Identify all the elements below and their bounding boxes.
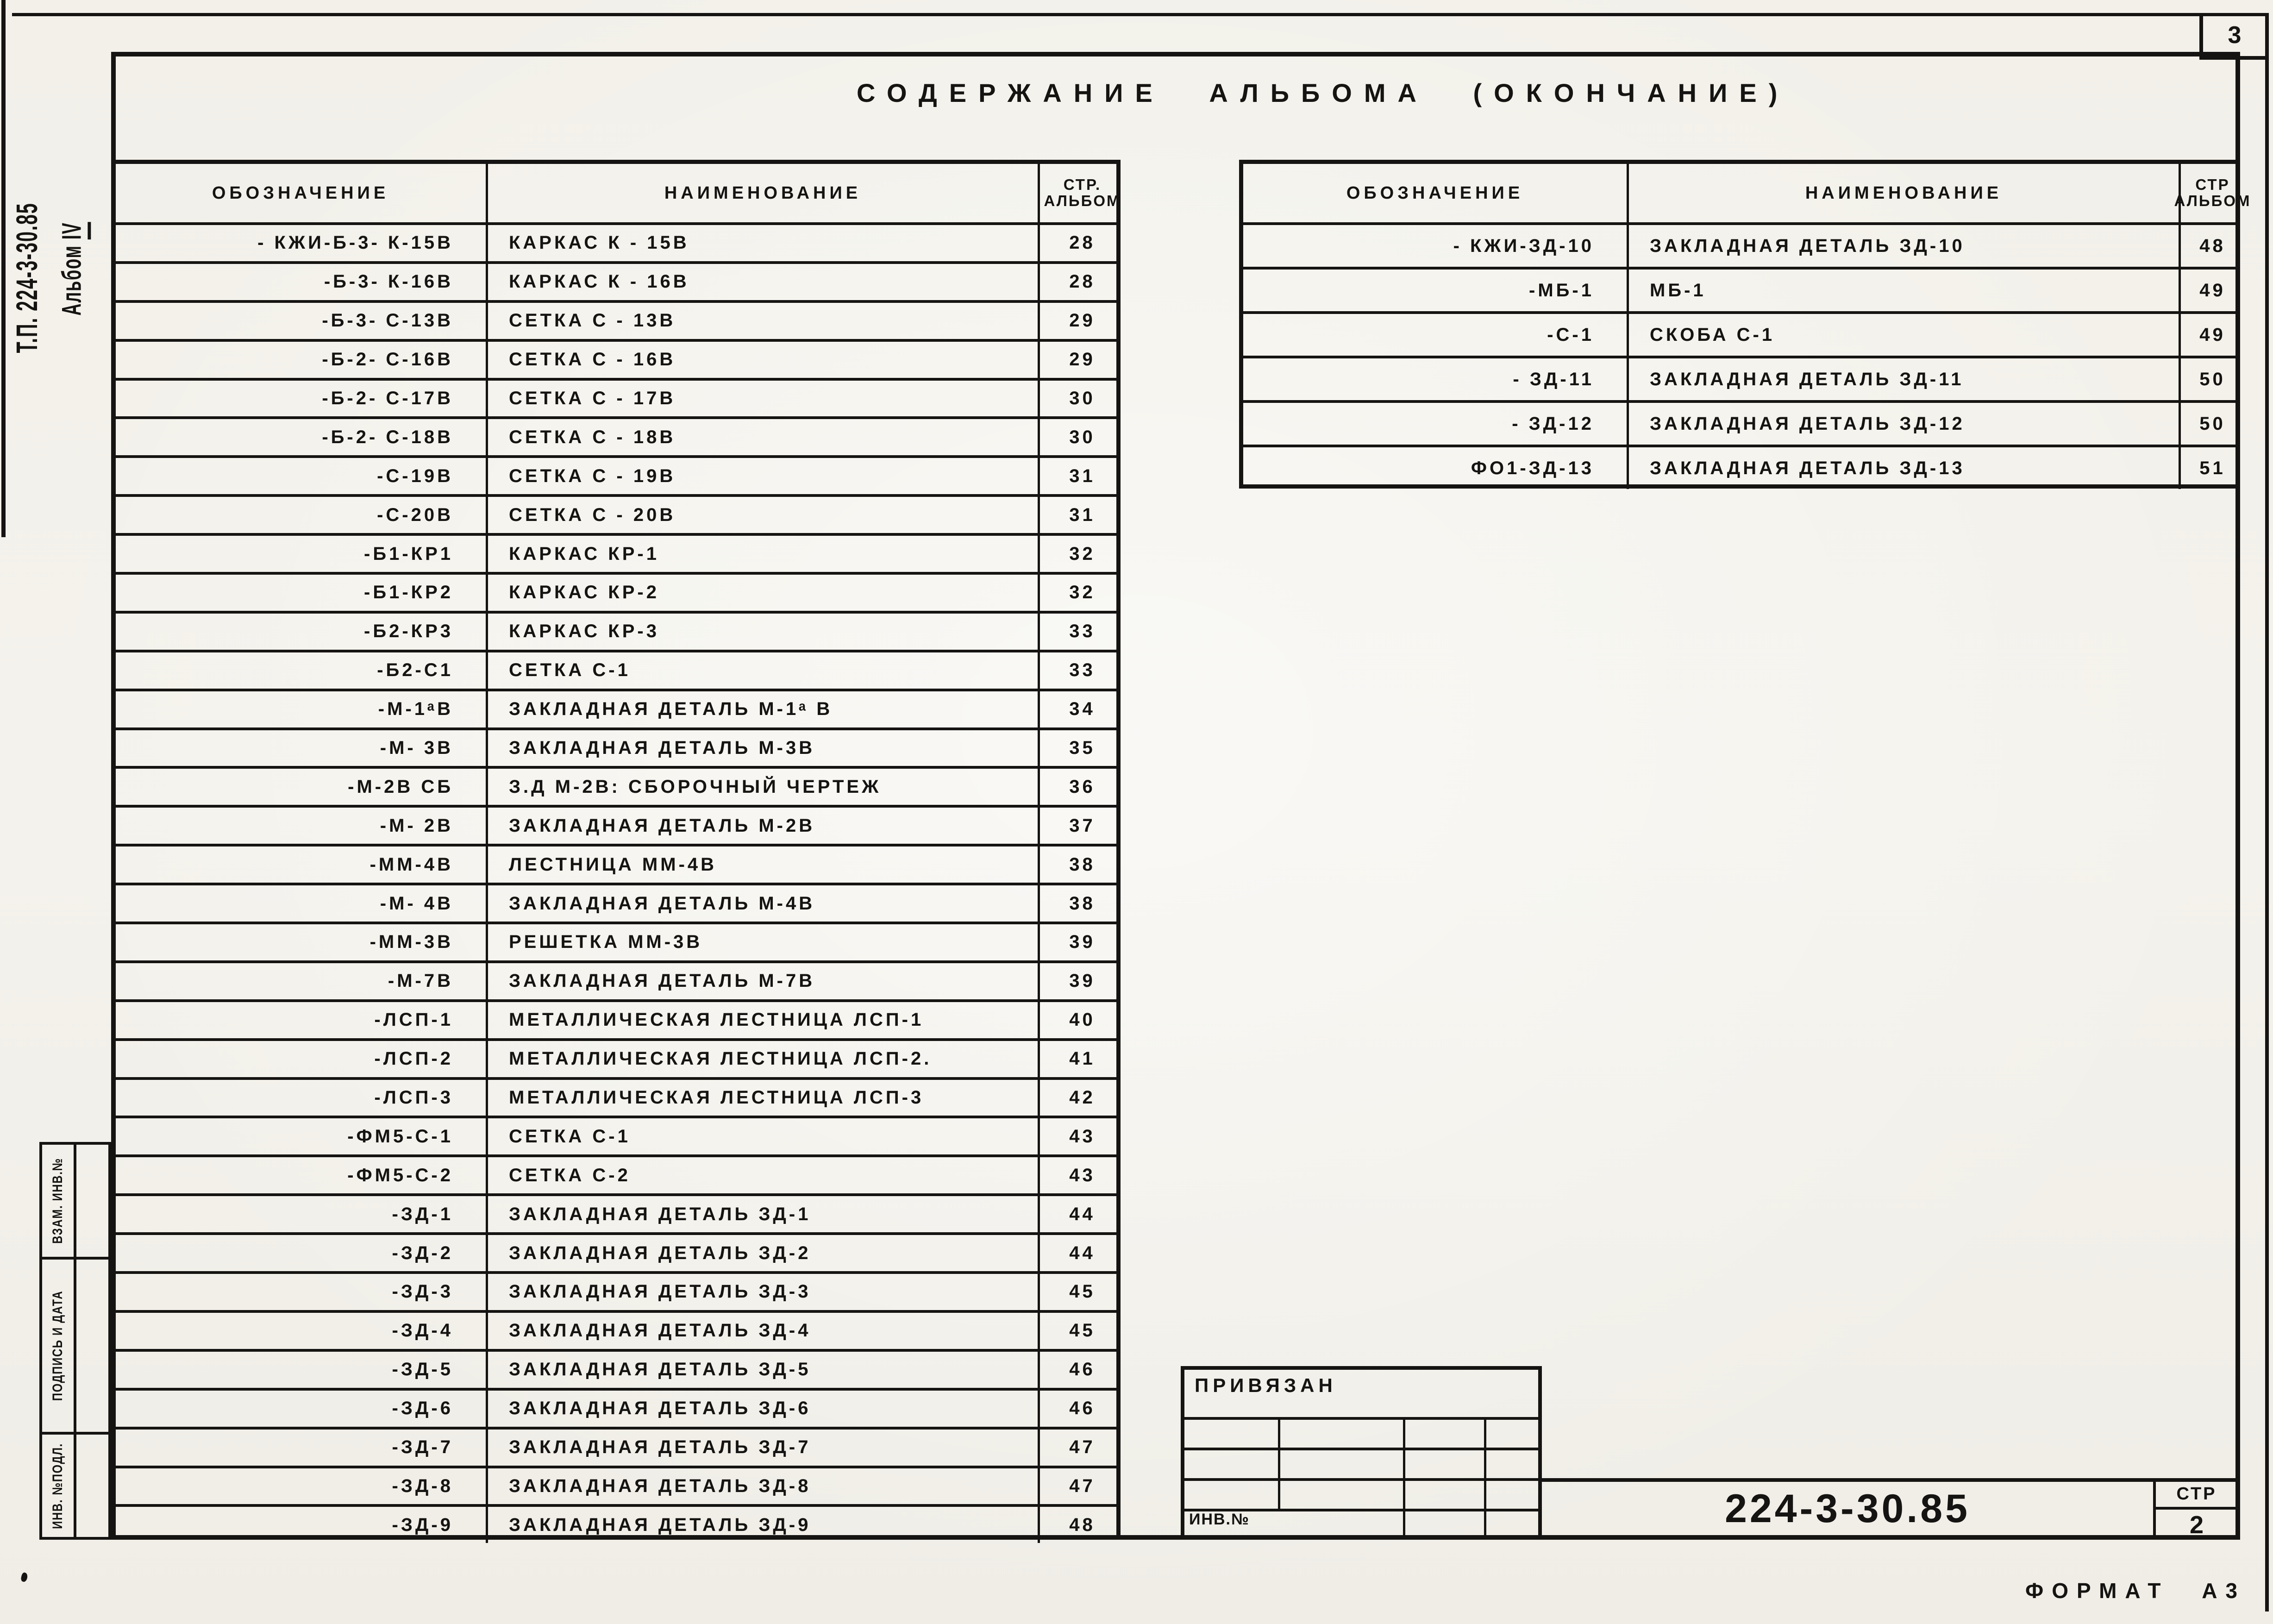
designation-cell: -ЗД-1 [392,1204,453,1224]
table-row [1243,400,2236,445]
page-cell: 36 [1038,769,1125,805]
name-cell: СЕТКА С - 13В [486,303,1038,339]
page-cell: 30 [1038,381,1125,417]
page-cell: 48 [1038,1507,1125,1543]
table-row [115,1116,1116,1154]
table-row [115,416,1116,455]
name-cell: ЗАКЛАДНАЯ ДЕТАЛЬ ЗД-12 [1627,403,2179,445]
designation-cell: -Б-2- С-17В [322,388,453,408]
name-cell: ЗАКЛАДНАЯ ДЕТАЛЬ ЗД-10 [1627,225,2179,267]
name-cell: МБ-1 [1627,270,2179,311]
side-album-label: Альбом IV [46,190,97,347]
designation-cell: -Б2-КР3 [364,621,453,642]
page-cell: 44 [1038,1196,1125,1232]
designation-cell: -Б-2- С-18В [322,426,453,447]
table-row [115,1427,1116,1466]
stamp-cell-podpis-data [39,1257,111,1435]
table-row [115,300,1116,339]
stamp-cell-vzam-inv [39,1142,111,1260]
name-cell: ЗАКЛАДНАЯ ДЕТАЛЬ М-7В [486,963,1038,999]
designation-cell: - КЖИ-ЗД-10 [1453,235,1594,256]
name-cell: ЗАКЛАДНАЯ ДЕТАЛЬ ЗД-1 [486,1196,1038,1232]
designation-cell: -М- 4В [380,893,453,914]
table-row [115,378,1116,417]
privyazan-label: ПРИВЯЗАН [1195,1374,1337,1396]
page-cell: 42 [1038,1080,1125,1116]
page-cell: 28 [1038,264,1125,300]
page-cell: 40 [1038,1002,1125,1038]
table-row [115,261,1116,300]
table-row [115,1232,1116,1271]
stamp-label: ПОДПИСЬ И ДАТА [42,1260,76,1432]
page-cell: 30 [1038,419,1125,455]
contents-table-right [1239,160,2251,489]
page-cell: 29 [1038,342,1125,378]
name-cell: СЕТКА С-1 [486,1118,1038,1154]
table-row [115,1504,1116,1543]
page-cell: 51 [2179,447,2244,489]
page-cell: 38 [1038,885,1125,922]
header-name: НАИМЕНОВАНИЕ [1627,164,2179,222]
name-cell: КАРКАС К - 16В [486,264,1038,300]
outer-right-rule [2265,13,2269,1611]
name-cell: СКОБА С-1 [1627,314,2179,356]
page-cell: 31 [1038,497,1125,533]
table-row [115,1077,1116,1116]
page-cell: 29 [1038,303,1125,339]
name-cell: ЗАКЛАДНАЯ ДЕТАЛЬ ЗД-8 [486,1468,1038,1505]
designation-cell: -ЗД-8 [392,1475,453,1496]
designation-cell: -М- 2В [380,815,453,836]
designation-cell: -Б1-КР2 [364,582,453,603]
name-cell: СЕТКА С - 19В [486,458,1038,494]
top-rule [12,13,2266,16]
header-name: НАИМЕНОВАНИЕ [486,164,1038,222]
table-row [115,533,1116,572]
page-cell: 32 [1038,575,1125,611]
table-row [115,611,1116,650]
inv-no-label: ИНВ.№ [1189,1511,1250,1528]
name-cell: ЗАКЛАДНАЯ ДЕТАЛЬ М-2В [486,808,1038,844]
designation-cell: -М-2В СБ [348,776,453,797]
table-row [115,960,1116,999]
designation-cell: -ЗД-6 [392,1398,453,1419]
name-cell: КАРКАС К - 15В [486,225,1038,261]
table-header [115,164,1121,222]
designation-cell: -МБ-1 [1529,280,1594,301]
table-row [1243,267,2236,311]
page-cell: 49 [2179,270,2244,311]
page-number: 3 [2228,22,2242,49]
table-row [115,1466,1116,1505]
table-row [115,1310,1116,1349]
table-row [115,727,1116,766]
contents-table-left [111,160,1121,1540]
table-row [115,339,1116,378]
designation-cell: -ЗД-4 [392,1320,453,1341]
left-table-body [115,222,1116,1543]
page-cell: 45 [1038,1274,1125,1310]
name-cell: ЗАКЛАДНАЯ ДЕТАЛЬ ЗД-6 [486,1391,1038,1427]
designation-cell: -Б2-С1 [377,660,453,681]
table-row [1243,445,2236,489]
page-cell: 39 [1038,963,1125,999]
table-row [115,689,1116,727]
name-cell: СЕТКА С-1 [486,652,1038,689]
right-table-body [1243,222,2236,489]
designation-cell: -Б-3- С-13В [322,310,453,331]
name-cell: ЗАКЛАДНАЯ ДЕТАЛЬ ЗД-5 [486,1352,1038,1388]
table-row [115,222,1116,261]
table-row [115,999,1116,1038]
designation-cell: -М-1ᵃВ [378,699,453,720]
page-cell: 28 [1038,225,1125,261]
designation-cell: -Б1-КР1 [364,543,453,564]
table-row [115,1349,1116,1388]
name-cell: ЗАКЛАДНАЯ ДЕТАЛЬ ЗД-9 [486,1507,1038,1543]
page-cell: 46 [1038,1352,1125,1388]
stamp-line [1278,1417,1280,1509]
designation-cell: - КЖИ-Б-3- К-15В [257,232,453,253]
table-row [115,1038,1116,1077]
page-cell: 45 [1038,1313,1125,1349]
format-label: ФОРМАТ А3 [2025,1579,2246,1603]
name-cell: СЕТКА С - 18В [486,419,1038,455]
name-cell: РЕШЕТКА ММ-3В [486,924,1038,960]
page-cell: 37 [1038,808,1125,844]
scan-speck [20,1572,29,1583]
name-cell: КАРКАС КР-2 [486,575,1038,611]
page-cell: 46 [1038,1391,1125,1427]
page-cell: 47 [1038,1468,1125,1505]
designation-cell: -Б-3- К-16В [324,271,453,292]
name-cell: ЗАКЛАДНАЯ ДЕТАЛЬ М-4В [486,885,1038,922]
header-designation: ОБОЗНАЧЕНИЕ [212,183,389,203]
designation-cell: ФО1-ЗД-13 [1471,458,1594,478]
name-cell: МЕТАЛЛИЧЕСКАЯ ЛЕСТНИЦА ЛСП-2. [486,1041,1038,1077]
table-row [115,455,1116,494]
table-header [1243,164,2251,222]
designation-cell: -Б-2- С-16В [322,349,453,370]
header-designation: ОБОЗНАЧЕНИЕ [1346,183,1524,203]
designation-cell: -С-19В [377,465,453,486]
table-row [115,805,1116,844]
page-cell: 48 [2179,225,2244,267]
designation-cell: -ФМ5-С-2 [347,1165,453,1185]
table-row [115,766,1116,805]
stamp-label: ИНВ. №ПОДЛ. [42,1435,76,1537]
table-row [115,1193,1116,1232]
header-page: СТР АЛЬБОМ [2179,164,2244,222]
page-column-label: СТР [2176,1484,2217,1504]
table-row [1243,222,2236,267]
page-cell: 49 [2179,314,2244,356]
page-cell: 47 [1038,1430,1125,1466]
name-cell: ЗАКЛАДНАЯ ДЕТАЛЬ ЗД-2 [486,1235,1038,1271]
header-page: СТР. АЛЬБОМ [1038,164,1125,222]
table-row [115,1154,1116,1193]
name-cell: СЕТКА С - 20В [486,497,1038,533]
name-cell: СЕТКА С - 16В [486,342,1038,378]
name-cell: СЕТКА С - 17В [486,381,1038,417]
name-cell: ЗАКЛАДНАЯ ДЕТАЛЬ ЗД-7 [486,1430,1038,1466]
name-cell: ЛЕСТНИЦА ММ-4В [486,846,1038,883]
name-cell: МЕТАЛЛИЧЕСКАЯ ЛЕСТНИЦА ЛСП-1 [486,1002,1038,1038]
name-cell: ЗАКЛАДНАЯ ДЕТАЛЬ ЗД-13 [1627,447,2179,489]
document-number: 224-3-30.85 [1725,1486,1970,1531]
page-cell: 43 [1038,1157,1125,1193]
name-cell: КАРКАС КР-3 [486,614,1038,650]
table-row [115,922,1116,960]
page-cell: 38 [1038,846,1125,883]
stamp-label: ВЗАМ. ИНВ.№ [42,1145,76,1257]
designation-cell: -ЗД-3 [392,1281,453,1302]
designation-cell: -ЗД-5 [392,1359,453,1380]
page-cell: 31 [1038,458,1125,494]
stamp-cell-inv-podl [39,1432,111,1540]
designation-cell: -С-1 [1547,324,1594,345]
table-row [1243,311,2236,356]
page-cell: 35 [1038,730,1125,766]
name-cell: ЗАКЛАДНАЯ ДЕТАЛЬ ЗД-11 [1627,358,2179,400]
designation-cell: -М- 3В [380,738,453,759]
table-row [115,844,1116,883]
designation-cell: -ЗД-7 [392,1437,453,1458]
table-row [115,650,1116,689]
name-cell: ЗАКЛАДНАЯ ДЕТАЛЬ ЗД-3 [486,1274,1038,1310]
table-row [115,1388,1116,1427]
name-cell: МЕТАЛЛИЧЕСКАЯ ЛЕСТНИЦА ЛСП-3 [486,1080,1038,1116]
page-cell: 50 [2179,403,2244,445]
page-cell: 34 [1038,691,1125,727]
name-cell: З.Д М-2В: СБОРОЧНЫЙ ЧЕРТЕЖ [486,769,1038,805]
designation-cell: -ММ-4В [369,854,453,875]
designation-cell: - ЗД-12 [1512,413,1594,434]
page-cell: 39 [1038,924,1125,960]
table-row [115,494,1116,533]
table-row [1243,356,2236,400]
designation-cell: -ЛСП-3 [374,1087,453,1108]
designation-cell: -С-20В [377,504,453,525]
page-cell: 33 [1038,614,1125,650]
name-cell: ЗАКЛАДНАЯ ДЕТАЛЬ М-1ᵃ В [486,691,1038,727]
name-cell: КАРКАС КР-1 [486,536,1038,572]
designation-cell: -ЗД-2 [392,1242,453,1263]
page-cell: 32 [1038,536,1125,572]
designation-cell: -ЛСП-2 [374,1048,453,1069]
page-cell: 50 [2179,358,2244,400]
name-cell: СЕТКА С-2 [486,1157,1038,1193]
designation-cell: -М-7В [388,971,453,991]
page-cell: 44 [1038,1235,1125,1271]
stamp-line [1403,1417,1405,1540]
table-row [115,883,1116,922]
name-cell: ЗАКЛАДНАЯ ДЕТАЛЬ ЗД-4 [486,1313,1038,1349]
page-cell: 41 [1038,1041,1125,1077]
designation-cell: - ЗД-11 [1513,369,1594,389]
name-cell: ЗАКЛАДНАЯ ДЕТАЛЬ М-3В [486,730,1038,766]
table-row [115,1271,1116,1310]
side-doc-code: Т.П. 224-3-30.85 [10,202,44,353]
designation-cell: -ФМ5-С-1 [347,1126,453,1147]
table-row [115,572,1116,611]
page-cell: 33 [1038,652,1125,689]
designation-cell: -ЗД-9 [392,1514,453,1535]
stamp-line [1484,1417,1486,1540]
page-cell: 43 [1038,1118,1125,1154]
album-roman-numeral: IV [57,222,91,239]
designation-cell: -ЛСП-1 [374,1010,453,1030]
page-column-value: 2 [2189,1511,2204,1539]
designation-cell: -ММ-3В [369,932,453,953]
sheet-title: СОДЕРЖАНИЕ АЛЬБОМА (ОКОНЧАНИЕ) [857,78,1790,107]
